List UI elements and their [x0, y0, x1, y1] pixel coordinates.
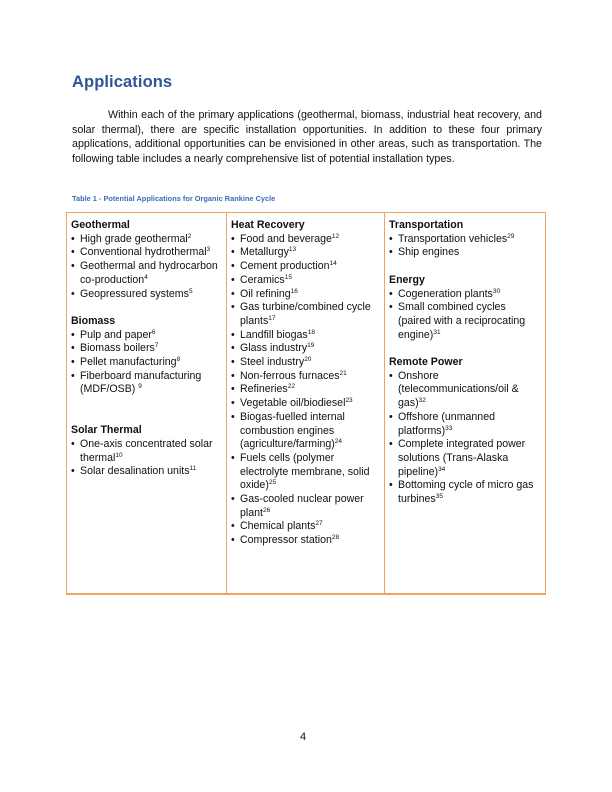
footnote-ref: 18	[307, 328, 315, 336]
list-item	[71, 465, 222, 479]
footnote-ref: 11	[189, 465, 197, 473]
list-item	[389, 438, 541, 479]
footnote-ref: 24	[334, 438, 343, 446]
footnote-ref: 5	[188, 287, 193, 295]
list-item	[231, 370, 380, 384]
bullet-icon: •	[71, 260, 75, 273]
item-text: Solar desalination units	[80, 465, 190, 478]
category-list	[71, 438, 222, 479]
bullet-icon: •	[231, 342, 235, 355]
footnote-ref: 14	[329, 260, 337, 268]
bullet-icon: •	[71, 287, 75, 300]
list-item	[71, 438, 222, 465]
item-text: Fuels cells (polymer electrolyte membrane, solid oxide)	[240, 451, 370, 492]
bullet-icon: •	[389, 369, 393, 382]
bullet-icon: •	[389, 438, 393, 451]
footnote-ref: 4	[144, 273, 148, 281]
bullet-icon: •	[231, 246, 235, 259]
list-item	[231, 397, 380, 411]
footnote-ref: 10	[115, 451, 123, 459]
list-item	[231, 342, 380, 356]
page-number: 4	[300, 731, 307, 743]
footnote-ref: 28	[331, 534, 340, 542]
list-item	[71, 370, 222, 397]
bullet-icon: •	[231, 232, 235, 245]
bullet-icon: •	[389, 479, 393, 492]
item-text: Geopressured systems	[80, 287, 189, 300]
footnote-ref: 16	[290, 287, 298, 295]
item-text: Complete integrated power solutions (Trans-Alaska pipeline)	[398, 438, 526, 478]
bullet-icon: •	[231, 493, 235, 506]
item-text: Onshore (telecommunications/oil & gas)	[398, 369, 519, 410]
list-item	[389, 411, 541, 438]
footnote-ref: 25	[268, 479, 277, 487]
footnote-ref: 23	[345, 397, 353, 405]
bullet-icon: •	[71, 369, 75, 382]
footnote-ref: 13	[288, 246, 297, 254]
item-text: Biogas-fuelled internal combustion engines (agriculture/farming)	[240, 410, 345, 451]
category-group	[389, 356, 541, 507]
category-list	[231, 233, 380, 548]
bullet-icon: •	[231, 534, 235, 547]
footnote-ref: 22	[287, 383, 295, 391]
bullet-icon: •	[231, 273, 235, 286]
bullet-icon: •	[71, 437, 75, 450]
bullet-icon: •	[231, 328, 235, 341]
category-list	[389, 233, 541, 260]
list-item	[71, 246, 222, 260]
list-item	[231, 288, 380, 302]
item-text: Gas turbine/combined cycle plants	[240, 301, 371, 327]
category-list	[389, 370, 541, 507]
category-title: Transportation	[389, 219, 464, 231]
bullet-icon: •	[231, 287, 235, 300]
list-item	[231, 246, 380, 260]
list-item	[231, 383, 380, 397]
bullet-icon: •	[71, 246, 75, 259]
list-item	[231, 356, 380, 370]
footnote-ref: 34	[438, 465, 446, 473]
category-title: Solar Thermal	[71, 424, 142, 437]
category-group	[71, 424, 222, 479]
list-item	[231, 274, 380, 288]
bullet-icon: •	[231, 301, 235, 314]
item-text: Bottoming cycle of micro gas turbines	[398, 479, 534, 506]
bullet-icon: •	[389, 410, 393, 423]
list-item	[71, 329, 222, 343]
table-column-2	[227, 213, 385, 593]
footnote-ref: 31	[433, 328, 441, 336]
list-item	[389, 233, 541, 247]
bullet-icon: •	[231, 410, 235, 423]
bullet-icon: •	[389, 301, 393, 314]
footnote-ref: 7	[154, 342, 159, 350]
category-group	[389, 219, 541, 260]
footnote-ref: 19	[307, 342, 315, 350]
item-text: Metallurgy	[240, 246, 289, 259]
table-caption: Table 1 - Potential Applications for Organic Rankine Cycle	[72, 194, 276, 203]
item-text: One-axis concentrated solar thermal	[80, 437, 213, 464]
category-list	[71, 233, 222, 302]
bullet-icon: •	[231, 383, 235, 396]
item-text: Non-ferrous furnaces	[240, 369, 340, 382]
category-group	[231, 219, 380, 548]
bullet-icon: •	[71, 465, 75, 478]
list-item	[231, 520, 380, 534]
category-title: Geothermal	[71, 219, 130, 231]
list-item	[389, 370, 541, 411]
bullet-icon: •	[231, 369, 235, 382]
footnote-ref: 32	[418, 397, 426, 405]
item-text: High grade geothermal	[80, 232, 188, 245]
item-text: Conventional hydrothermal	[80, 246, 207, 259]
item-text: Small combined cycles (paired with a reciprocating engine)	[398, 301, 526, 341]
list-item	[71, 356, 222, 370]
item-text: Cogeneration plants	[398, 287, 493, 300]
item-text: Glass industry	[240, 342, 308, 355]
bullet-icon: •	[231, 520, 235, 533]
item-text: Cement production	[240, 260, 330, 273]
list-item	[231, 452, 380, 493]
category-title: Energy	[389, 273, 425, 286]
intro-paragraph: Within each of the primary applications (geothermal, biomass, industrial heat recovery, and solar thermal), there are specific installation opportunities. In addition to these four primary applications, additional opportunities can be envisioned in other areas, such as transportation. The following table includes a nearly comprehensive list of potential installation types.	[72, 109, 542, 165]
item-text: Ship engines	[398, 246, 460, 259]
list-item	[71, 260, 222, 287]
bullet-icon: •	[231, 356, 235, 369]
footnote-ref: 33	[445, 424, 453, 432]
item-text: Biomass boilers	[80, 342, 155, 355]
item-text: Fiberboard manufacturing (MDF/OSB)	[80, 369, 202, 396]
item-text: Steel industry	[240, 356, 305, 369]
footnote-ref: 2	[187, 232, 192, 240]
footnote-ref: 21	[339, 369, 347, 377]
list-item	[231, 534, 380, 548]
item-text: Vegetable oil/biodiesel	[240, 397, 346, 410]
footnote-ref: 30	[492, 287, 501, 295]
item-text: Oil refining	[240, 287, 291, 300]
table-column-1	[67, 213, 227, 593]
item-text: Gas-cooled nuclear power plant	[240, 493, 364, 519]
footnote-ref: 35	[435, 493, 443, 501]
bullet-icon: •	[231, 451, 235, 464]
footnote-ref: 20	[304, 356, 312, 364]
list-item	[231, 301, 380, 328]
item-text: Landfill biogas	[240, 328, 308, 341]
category-title: Remote Power	[389, 356, 463, 368]
applications-table	[66, 212, 546, 595]
footnote-ref: 3	[206, 246, 211, 254]
section-heading: Applications	[72, 73, 173, 91]
item-text: Geothermal and hydrocarbon co-production	[80, 260, 218, 286]
category-title: Heat Recovery	[231, 219, 305, 231]
list-item	[389, 288, 541, 302]
item-text: Pellet manufacturing	[80, 356, 177, 369]
category-group	[389, 274, 541, 343]
list-item	[231, 260, 380, 274]
category-title: Biomass	[71, 314, 116, 327]
list-item	[231, 233, 380, 247]
footnote-ref: 6	[151, 328, 156, 336]
list-item	[389, 301, 541, 342]
list-item	[71, 288, 222, 302]
bullet-icon: •	[71, 328, 75, 341]
bullet-icon: •	[71, 342, 75, 355]
list-item	[231, 493, 380, 520]
bullet-icon: •	[389, 232, 393, 245]
footnote-ref: 17	[268, 314, 276, 322]
footnote-ref: 15	[284, 273, 292, 281]
footnote-ref: 27	[315, 520, 323, 528]
footnote-ref: 12	[331, 232, 340, 240]
list-item	[231, 411, 380, 452]
category-list	[71, 329, 222, 398]
footnote-ref: 29	[507, 232, 515, 240]
list-item	[389, 246, 541, 260]
item-text: Offshore (unmanned platforms)	[398, 410, 495, 437]
item-text: Ceramics	[240, 273, 285, 286]
footnote-ref: 9	[138, 383, 142, 391]
bullet-icon: •	[389, 246, 393, 259]
list-item	[71, 342, 222, 356]
bullet-icon: •	[231, 260, 235, 273]
item-text: Compressor station	[240, 534, 332, 547]
bullet-icon: •	[231, 397, 235, 410]
list-item	[389, 479, 541, 506]
table-column-3	[385, 213, 545, 593]
footnote-ref: 8	[176, 356, 181, 364]
bullet-icon: •	[71, 232, 75, 245]
category-group	[71, 219, 222, 301]
item-text: Chemical plants	[240, 520, 316, 533]
item-text: Food and beverage	[240, 232, 332, 245]
bullet-icon: •	[71, 356, 75, 369]
list-item	[231, 329, 380, 343]
item-text: Refineries	[240, 383, 288, 396]
item-text: Pulp and paper	[80, 328, 152, 341]
category-list	[389, 288, 541, 343]
bullet-icon: •	[389, 287, 393, 300]
list-item	[71, 233, 222, 247]
category-group	[71, 315, 222, 397]
item-text: Transportation vehicles	[398, 232, 508, 245]
footnote-ref: 26	[262, 506, 271, 514]
